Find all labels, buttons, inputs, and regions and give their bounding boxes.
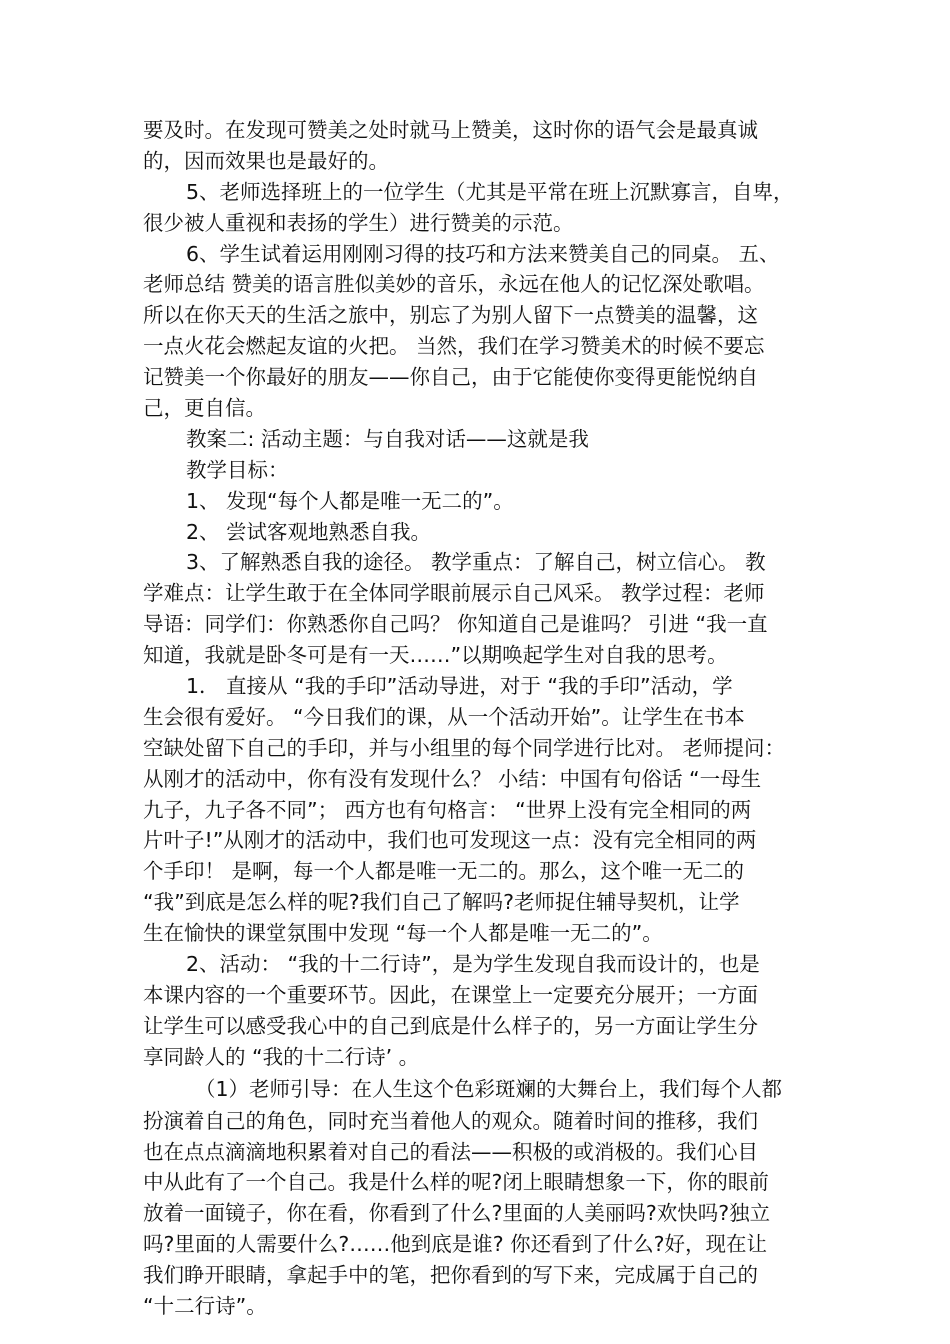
- text-line-2: 的，因而效果也是最好的。: [143, 148, 389, 173]
- text-line-15: 3、了解熟悉自我的途径。 教学重点：了解自己，树立信心。 教: [186, 550, 766, 575]
- text-line-9: 记赞美一个你最好的朋友——你自己，由于它能使你变得更能悦纳自: [143, 365, 758, 390]
- text-line-1: 要及时。在发现可赞美之处时就马上赞美，这时你的语气会是最真诚: [143, 118, 758, 142]
- text-line-21: 空缺处留下自己的手印，并与小组里的每个同学进行比对。 老师提问：: [143, 735, 786, 760]
- text-line-20: 生会很有爱好。 “今日我们的课，从一个活动开始”。让学生在书本: [143, 704, 745, 729]
- text-line-35: 中从此有了一个自己。我是什么样的呢?闭上眼睛想象一下，你的眼前: [143, 1170, 769, 1195]
- text-line-30: 让学生可以感受我心中的自己到底是什么样子的，另一方面让学生分: [143, 1013, 758, 1038]
- text-line-23: 九子，九子各不同”； 西方也有句格言： “世界上没有完全相同的两: [143, 797, 752, 822]
- text-line-7: 所以在你天天的生活之旅中，别忘了为别人留下一点赞美的温馨，这: [143, 303, 758, 328]
- text-line-17: 导语：同学们：你熟悉你自己吗？ 你知道自己是谁吗？ 引进 “我一直: [143, 612, 768, 637]
- text-line-14: 2、 尝试客观地熟悉自我。: [186, 519, 432, 544]
- text-line-5: 6、学生试着运用刚刚习得的技巧和方法来赞美自己的同桌。 五、: [186, 241, 780, 266]
- text-line-31: 享同龄人的 “我的十二行诗’ 。: [143, 1044, 420, 1069]
- text-line-37: 吗?里面的人需要什么?……他到底是谁? 你还看到了什么?好，现在让: [143, 1232, 768, 1257]
- text-line-24: 片叶子!”从刚才的活动中，我们也可发现这一点：没有完全相同的两: [143, 828, 757, 853]
- text-line-39: “十二行诗”。: [143, 1293, 267, 1318]
- text-line-22: 从刚才的活动中，你有没有发现什么？ 小结：中国有句俗话 “一母生: [143, 766, 762, 791]
- text-line-26: “我”到底是怎么样的呢?我们自己了解吗?老师捉住辅导契机，让学: [143, 890, 740, 915]
- text-line-8: 一点火花会燃起友谊的火把。 当然，我们在学习赞美术的时候不要忘: [143, 334, 765, 359]
- text-line-29: 本课内容的一个重要环节。因此，在课堂上一定要充分展开；一方面: [143, 982, 758, 1007]
- text-line-34: 也在点点滴滴地积累着对自己的看法——积极的或消极的。我们心目: [143, 1139, 758, 1164]
- document-body: [143, 115, 811, 1322]
- text-line-12: 教学目标：: [186, 457, 289, 482]
- text-line-13: 1、 发现“每个人都是唯一无二的”。: [186, 488, 514, 513]
- text-line-27: 生在愉快的课堂氛围中发现 “每一个人都是唯一无二的”。: [143, 921, 663, 946]
- text-line-33: 扮演着自己的角色，同时充当着他人的观众。随着时间的推移，我们: [143, 1108, 758, 1133]
- text-line-16: 学难点：让学生敢于在全体同学眼前展示自己风采。 教学过程：老师: [143, 581, 765, 606]
- text-line-4: 很少被人重视和表扬的学生）进行赞美的示范。: [143, 210, 574, 235]
- text-line-6: 老师总结 赞美的语言胜似美妙的音乐，永远在他人的记忆深处歌唱。: [143, 272, 765, 297]
- text-line-36: 放着一面镜子，你在看，你看到了什么?里面的人美丽吗?欢快吗?独立: [143, 1201, 771, 1226]
- text-line-3: 5、老师选择班上的一位学生（尤其是平常在班上沉默寡言，自卑，: [186, 179, 794, 204]
- text-line-38: 我们睁开眼睛，拿起手中的笔，把你看到的写下来，完成属于自己的: [143, 1263, 758, 1288]
- text-line-25: 个手印！ 是啊，每一个人都是唯一无二的。那么，这个唯一无二的: [143, 859, 745, 884]
- text-line-28: 2、活动： “我的十二行诗”，是为学生发现自我而设计的，也是: [186, 952, 760, 977]
- text-line-32: （1）老师引导：在人生这个色彩斑斓的大舞台上，我们每个人都: [195, 1076, 783, 1101]
- text-line-10: 己，更自信。: [143, 396, 266, 421]
- text-line-18: 知道，我就是卧冬可是有一天……”以期唤起学生对自我的思考。: [143, 643, 728, 668]
- text-line-19: 1． 直接从 “我的手印”活动导进，对于 “我的手印”活动，学: [186, 674, 733, 699]
- text-line-11: 教案二: 活动主题：与自我对话——这就是我: [186, 426, 589, 451]
